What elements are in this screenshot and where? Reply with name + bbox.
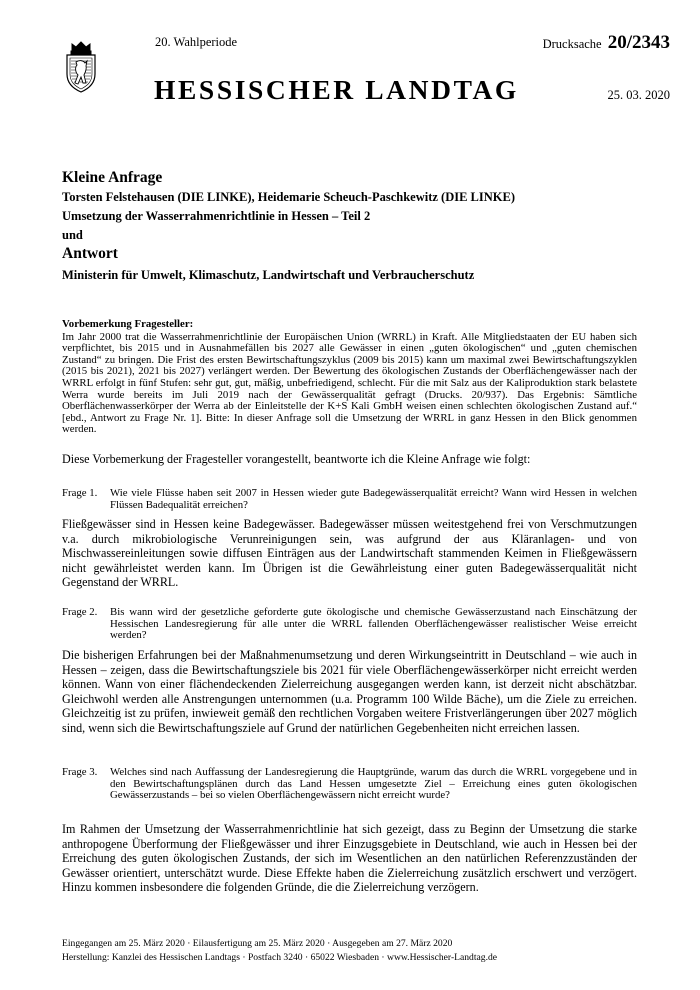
footer-publisher: Herstellung: Kanzlei des Hessischen Landtags · Postfach 3240 · 65022 Wiesbaden · www.Hessischer-Landtag.de [62, 952, 498, 963]
question-2 [62, 607, 637, 642]
hessen-coat-of-arms-icon [63, 38, 99, 94]
question-label: Frage 2. [62, 606, 98, 618]
footer [62, 937, 637, 965]
question-label: Frage 1. [62, 487, 98, 499]
vorbemerkung-text: Im Jahr 2000 trat die Wasserrahmenrichtlinie der Europäischen Union (WRRL) in Kraft. Alle Mitgliedstaaten der EU haben sich verpflichtet, bis 2015 und in Ausnahmefällen bis 2027 alle Gewässer in einen „guten ökologischen“ und „guten chemischen Zustand“ zu bringen. Die Frist des ersten Bewirtschaftungszyklus (2009 bis 2015) kann um maximal zwei Bewirtschaftungszyklen (2015 bis 2021), 2021 bis 2027) verlängert werden. Der Bewertung des ökologischen Zustands der Oberflächengewässer nach der WRRL erfolgt in fünf Stufen: sehr gut, gut, mäßig, unbefriedigend, schlecht. Für die mit Salz aus der Kaliproduktion stark belastete Werra wurde bereits im Juli 2019 nach der Gewässerqualität gefragt (Drucks. 20/937). Das Ergebnis: Sämtliche Oberflächenwasserkörper der Werra ab der Einleitstelle der K+S Kali GmbH weisen einen schlechten ökologischen Zustand auf.“ [ebd., Antwort zu Frage Nr. 1]. Bitte: In dieser Anfrage soll die Umsetzung der WRRL in ganz Hessen in den Blick genommen werden. [62, 330, 637, 436]
und-label: und [62, 228, 83, 242]
footer-dates: Eingegangen am 25. März 2020 · Eilausfertigung am 25. März 2020 · Ausgegeben am 27. März 2020 [62, 938, 453, 949]
question-text: Wie viele Flüsse haben seit 2007 in Hessen wieder gute Badegewässerqualität erreicht? Wann wird Hessen in welchen Flüssen Badequalität erreichen? [110, 487, 637, 511]
answer-1: Fließgewässer sind in Hessen keine Badegewässer. Badegewässer müssen weitestgehend frei von Verschmutzungen v.a. durch mikrobiologische Verunreinigungen sein, was aufgrund der aus Kläranlagen- und von Mischwassereinleitungen sowie diffusen Einträgen aus der Landwirtschaft stammenden Keimen in Fließgewässern nicht gewährleistet werden kann. Im Übrigen ist die Gewährleistung einer guten Badegewässerqualität nicht Gegenstand der WRRL. [62, 517, 637, 590]
answer-3: Im Rahmen der Umsetzung der Wasserrahmenrichtlinie hat sich gezeigt, dass zu Beginn der Umsetzung die starke anthropogene Überformung der Fließgewässer und ihrer Einzugsgebiete in Deutschland, wie auch in Hessen bei der Erreichung des guten ökologischen Zustands, der sich im Wesentlichen an den natürlichen Referenzzuständen der Gewässer orientiert, unterschätzt wurde. Diese Effekte haben die Zielerreichung zusätzlich erschwert und verzögert. Hinzu kommen insbesondere die folgenden Gründe, die die Zielerreichung verzögern. [62, 822, 637, 895]
vorbemerkung-title: Vorbemerkung Fragesteller: [62, 318, 194, 330]
intro-text: Diese Vorbemerkung der Fragesteller vorangestellt, beantworte ich die Kleine Anfrage wie folgt: [62, 452, 531, 466]
ministry: Ministerin für Umwelt, Klimaschutz, Landwirtschaft und Verbraucherschutz [62, 268, 475, 282]
authors: Torsten Felstehausen (DIE LINKE), Heidemarie Scheuch-Paschkewitz (DIE LINKE) [62, 190, 516, 204]
parliament-title: HESSISCHER LANDTAG [154, 74, 519, 105]
drucksache-value: 20/2343 [607, 32, 670, 53]
question-text: Bis wann wird der gesetzliche geforderte gute ökologische und chemische Gewässerzustand nach Einschätzung der Hessischen Landesregierung für alle unter die WRRL fallenden Oberflächengewässer realistischer Weise erreicht werden? [110, 606, 637, 642]
question-label: Frage 3. [62, 766, 98, 778]
question-text: Welches sind nach Auffassung der Landesregierung die Hauptgründe, warum das durch die WRRL vorgegebene und in den Bewirtschaftungsplänen durch das Land Hessen umgesetzte Ziel – Erreichung eines guten ökologischen Gewässerzustands – bei so vielen Oberflächengewässern nicht erreicht wurde? [110, 766, 637, 802]
drucksache-label: Drucksache [542, 37, 602, 51]
answer-2: Die bisherigen Erfahrungen bei der Maßnahmenumsetzung und deren Wirkungseintritt in Deutschland – wie auch in Hessen – zeigen, dass die Bewirtschaftungsziele bis 2021 für viele Oberflächengewässerkörper nicht erreicht werden können. Wann von einer flächendeckenden Zielerreichung ausgegangen werden kann, ist derzeit nicht abschätzbar. Gleichwohl werden alle Anstrengungen unternommen (u.a. Programm 100 Wilde Bäche), um die Ziele zu erreichen. Gleichzeitig ist zu prüfen, inwieweit gemäß den rechtlichen Vorgaben weitere Fristverlängerungen über 2027 möglich sind, wenn sich die Bewirtschaftungsziele auf Grund der natürlichen Gegebenheiten nicht erreichen lassen. [62, 648, 637, 735]
vorbemerkung-section [62, 319, 637, 436]
question-3 [62, 767, 637, 802]
kleine-anfrage-title: Kleine Anfrage [62, 169, 163, 186]
antwort-title: Antwort [62, 245, 118, 262]
document-date: 25. 03. 2020 [607, 88, 670, 102]
question-1 [62, 488, 637, 511]
drucksache-number [543, 32, 670, 54]
wahlperiode-label: 20. Wahlperiode [155, 35, 238, 49]
document-heading [62, 168, 652, 285]
subject: Umsetzung der Wasserrahmenrichtlinie in Hessen – Teil 2 [62, 209, 371, 223]
